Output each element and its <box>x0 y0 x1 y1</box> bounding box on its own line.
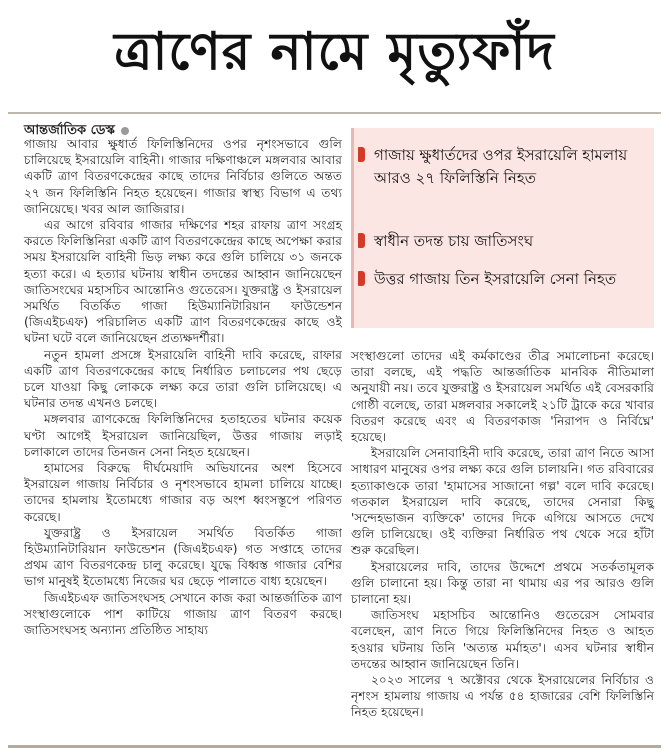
paragraph: হামাসের বিরুদ্ধে দীর্ঘমেয়াদি অভিযানের অংশ হিসেবে ইসরায়েল গাজায় নির্বিচার ও নৃশংসভাবে হামলা চালিয়ে যাচ্ছে। তাদের হামলায় ইতোমধ্যে গাজার বড় অংশ ধ্বংসস্তূপে পরিণত করেছে। <box>24 461 342 524</box>
article-column-1 <box>24 136 342 638</box>
highlight-text: উত্তর গাজায় তিন ইসরায়েলি সেনা নিহত <box>374 270 617 288</box>
paragraph: জিএইচএফ জাতিসংঘসহ সেখানে কাজ করা আন্তর্জাতিক ত্রাণ সংস্থাগুলোকে পাশ কাটিয়ে গাজায় ত্রাণ বিতরণ করছে। জাতিসংঘসহ অন্যান্য প্রতিষ্ঠিত সাহায্য <box>24 590 342 638</box>
highlight-text: গাজায় ক্ষুধার্তদের ওপর ইসরায়েলি হামলায় আরও ২৭ ফিলিস্তিনি নিহত <box>374 146 628 187</box>
paragraph: যুক্তরাষ্ট্র ও ইসরায়েল সমর্থিত বিতর্কিত গাজা হিউম্যানিটারিয়ান ফাউন্ডেশন (জিএইচএফ) গত সপ্তাহে তাদের প্রথম ত্রাণ বিতরণকেন্দ্র চালু করেছে। যুদ্ধে বিধ্বস্ত গাজার বেশির ভাগ মানুষই ইতোমধ্যে নিজের ঘর ছেড়ে পালাতে বাধ্য হয়েছেন। <box>24 525 342 589</box>
marker-icon <box>358 271 365 286</box>
paragraph: ২০২৩ সালের ৭ অক্টোবর থেকে ইসরায়েলের নির্বিচার ও নৃশংস হামলায় গাজায় এ পর্যন্ত ৫৪ হাজারের বেশি ফিলিস্তিনি নিহত হয়েছেন। <box>351 673 654 720</box>
paragraph: এর আগে রবিবার গাজার দক্ষিণের শহর রাফায় ত্রাণ সংগ্রহ করতে ফিলিস্তিনিরা একটি ত্রাণ বিতরণকেন্দ্রের কাছে অপেক্ষা করার সময় ইসরায়েলি বাহিনী ভিড় লক্ষ্য করে গুলি চালিয়ে ৩১ জনকে হত্যা করে। এ হত্যার ঘটনায় স্বাধীন তদন্তের আহ্বান জানিয়েছেন জাতিসংঘের মহাসচিব আন্তোনিও গুতেরেস। যুক্তরাষ্ট্র ও ইসরায়েল সমর্থিত বিতর্কিত গাজা হিউম্যানিটারিয়ান ফাউন্ডেশন (জিএইচএফ) পরিচালিত একটি ত্রাণ বিতরণকেন্দ্রের কাছে ওই ঘটনা ঘটে বলে জানিয়েছেন প্রত্যক্ষদর্শীরা। <box>24 218 342 346</box>
paragraph: ইসরায়েলি সেনাবাহিনী দাবি করেছে, তারা ত্রাণ নিতে আসা সাধারণ মানুষের ওপর লক্ষ্য করে গুলি চালায়নি। গত রবিবারের হত্যাকাণ্ডকে তারা 'হামাসের সাজানো গল্প' বলে দাবি করেছে। গতকাল ইসরায়েল দাবি করেছে, তাদের সেনারা কিছু 'সন্দেহভাজন ব্যক্তিকে' তাদের দিকে এগিয়ে আসতে দেখে গুলি চালিয়েছে। ওই ব্যক্তিরা নির্ধারিত পথ থেকে সরে হাঁটা শুরু করেছিল। <box>351 446 654 558</box>
highlights-box <box>351 128 654 328</box>
paragraph: ইসরায়েলের দাবি, তাদের উদ্দেশে প্রথমে সতর্কতামূলক গুলি চালানো হয়। কিন্তু তারা না থামায় এর পর আরও গুলি চালানো হয়। <box>351 559 654 607</box>
highlight-item <box>374 268 644 291</box>
headline: ত্রাণের নামে মৃত্যুফাঁদ <box>114 21 555 82</box>
article-column-2 <box>351 348 654 721</box>
paragraph: গাজায় আবার ক্ষুধার্ত ফিলিস্তিনিদের ওপর নৃশংসভাবে গুলি চালিয়েছে ইসরায়েলি বাহিনী। গাজার দক্ষিণাঞ্চলে মঙ্গলবার আবার একটি ত্রাণ বিতরণকেন্দ্রের কাছে তাদের নির্বিচার গুলিতে অন্তত ২৭ জন ফিলিস্তিনি নিহত হয়েছেন। গাজার স্বাস্থ্য বিভাগ এ তথ্য জানিয়েছে। খবর আল জাজিরার। <box>24 137 342 216</box>
marker-icon <box>358 147 365 162</box>
byline-text: আন্তর্জাতিক ডেস্ক <box>24 123 115 138</box>
bullet-icon <box>121 127 129 135</box>
footer-divider <box>8 745 661 748</box>
headline-divider <box>8 112 661 114</box>
highlight-item <box>374 144 644 190</box>
marker-icon <box>358 233 365 248</box>
paragraph: নতুন হামলা প্রসঙ্গে ইসরায়েলি বাহিনী দাবি করেছে, রাফার একটি ত্রাণ বিতরণকেন্দ্রের কাছে নির্ধারিত চলাচলের পথ ছেড়ে চলে যাওয়া কিছু লোককে লক্ষ্য করে তারা গুলি চালিয়েছে। এ ঘটনার তদন্ত এখনও চলছে। <box>24 347 342 411</box>
highlight-item <box>374 230 644 253</box>
paragraph: সংস্থাগুলো তাদের এই কর্মকাণ্ডের তীব্র সমালোচনা করেছে। তারা বলছে, এই পদ্ধতি আন্তর্জাতিক মানবিক নীতিমালা অনুযায়ী নয়। তবে যুক্তরাষ্ট্র ও ইসরায়েল সমর্থিত এই বেসরকারি গোষ্ঠী বলেছে, তারা মঙ্গলবার সকালেই ২১টি ট্রাকে করে খাবার বিতরণ করেছে এবং এ বিতরণকাজ 'নিরাপদ ও নির্বিঘ্নে' হয়েছে। <box>351 349 654 445</box>
highlight-text: স্বাধীন তদন্ত চায় জাতিসংঘ <box>374 232 534 250</box>
paragraph: মঙ্গলবার ত্রাণকেন্দ্রে ফিলিস্তিনিদের হতাহতের ঘটনার কয়েক ঘণ্টা আগেই ইসরায়েল জানিয়েছিল, উত্তর গাজায় লড়াই চলাকালে তাদের তিনজন সেনা নিহত হয়েছেন। <box>24 412 342 459</box>
paragraph: জাতিসংঘ মহাসচিব আন্তোনিও গুতেরেস সোমবার বলেছেন, ত্রাণ নিতে গিয়ে ফিলিস্তিনিদের নিহত ও আহত হওয়ার ঘটনায় তিনি 'অত্যন্ত মর্মাহত'। এসব ঘটনার স্বাধীন তদন্তের আহ্বান জানিয়েছেন তিনি। <box>351 608 654 671</box>
